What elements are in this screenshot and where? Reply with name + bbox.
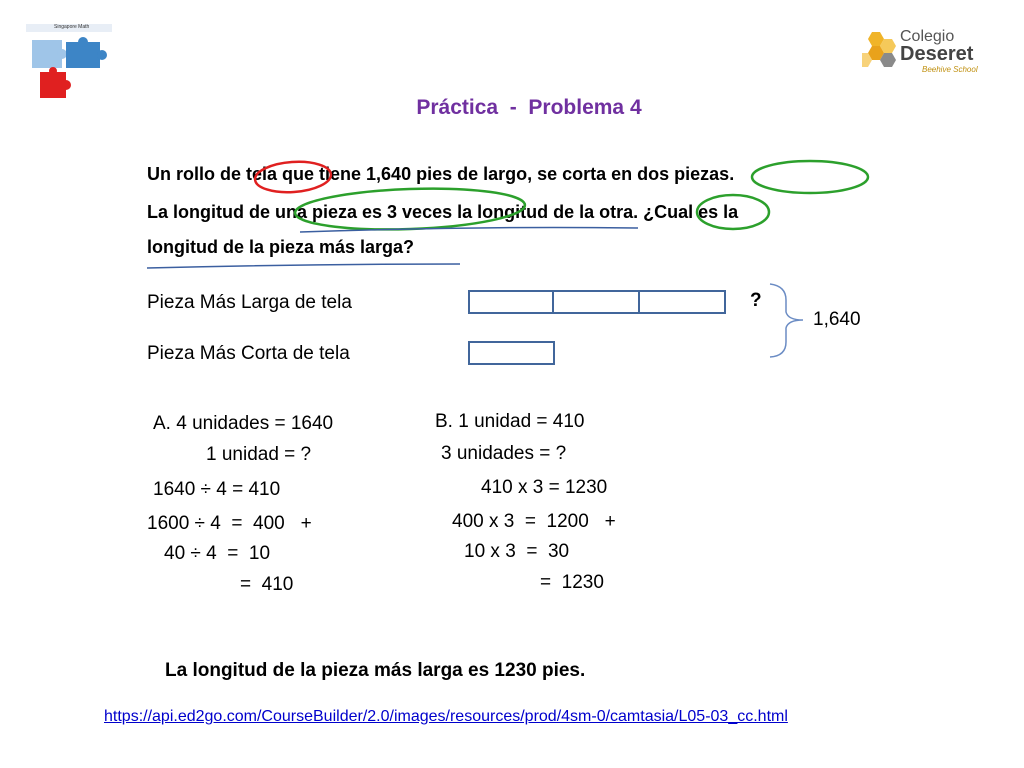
red-circle-annotation (254, 159, 332, 194)
long-piece-unit (638, 290, 726, 314)
total-length: 1,640 (813, 309, 861, 330)
page-title: Práctica - Problema 4 (416, 96, 642, 119)
green-circle-annotation (294, 185, 525, 233)
method-b-line-5: 10 x 3 = 30 (464, 541, 570, 562)
method-b-line-1: B. 1 unidad = 410 (435, 411, 585, 432)
logo-line2: Deseret (900, 43, 974, 65)
short-piece-label: Pieza Más Corta de tela (147, 343, 350, 364)
long-piece-label: Pieza Más Larga de tela (147, 292, 352, 313)
method-b-line-3: 410 x 3 = 1230 (481, 477, 608, 498)
method-a-line-5: 40 ÷ 4 = 10 (164, 543, 271, 564)
method-a-line-6: = 410 (240, 574, 294, 595)
long-piece-unit (468, 290, 554, 314)
green-circle-annotation (752, 161, 868, 193)
course-link[interactable]: https://api.ed2go.com/CourseBuilder/2.0/images/resources/prod/4sm-0/camtasia/L05-03_cc.html (104, 708, 788, 725)
problem-line-3: longitud de la pieza más larga? (147, 237, 415, 257)
green-circle-annotation (697, 195, 769, 229)
logo-heading: Singapore Math (54, 24, 90, 30)
method-a-line-4: 1600 ÷ 4 = 400 + (147, 513, 312, 534)
method-b-line-2: 3 unidades = ? (441, 443, 567, 464)
logo-line1: Colegio (900, 28, 955, 45)
method-b-line-6: = 1230 (540, 572, 604, 593)
logo-line3: Beehive School (922, 65, 978, 74)
unknown-mark: ? (750, 290, 762, 311)
method-a-line-3: 1640 ÷ 4 = 410 (153, 479, 281, 500)
underline-annotation (147, 264, 460, 268)
answer-text: La longitud de la pieza más larga es 1230 pies. (165, 660, 586, 681)
method-a-line-2: 1 unidad = ? (206, 444, 312, 465)
short-piece-unit (468, 341, 555, 365)
total-bracket (770, 284, 803, 357)
method-a-line-1: A. 4 unidades = 1640 (153, 413, 334, 434)
problem-line-1: Un rollo de tela que tiene 1,640 pies de largo, se corta en dos piezas. (147, 164, 735, 184)
long-piece-unit (552, 290, 640, 314)
method-b-line-4: 400 x 3 = 1200 + (452, 511, 616, 532)
problem-line-2: La longitud de una pieza es 3 veces la longitud de la otra. ¿Cual es la (147, 202, 739, 222)
